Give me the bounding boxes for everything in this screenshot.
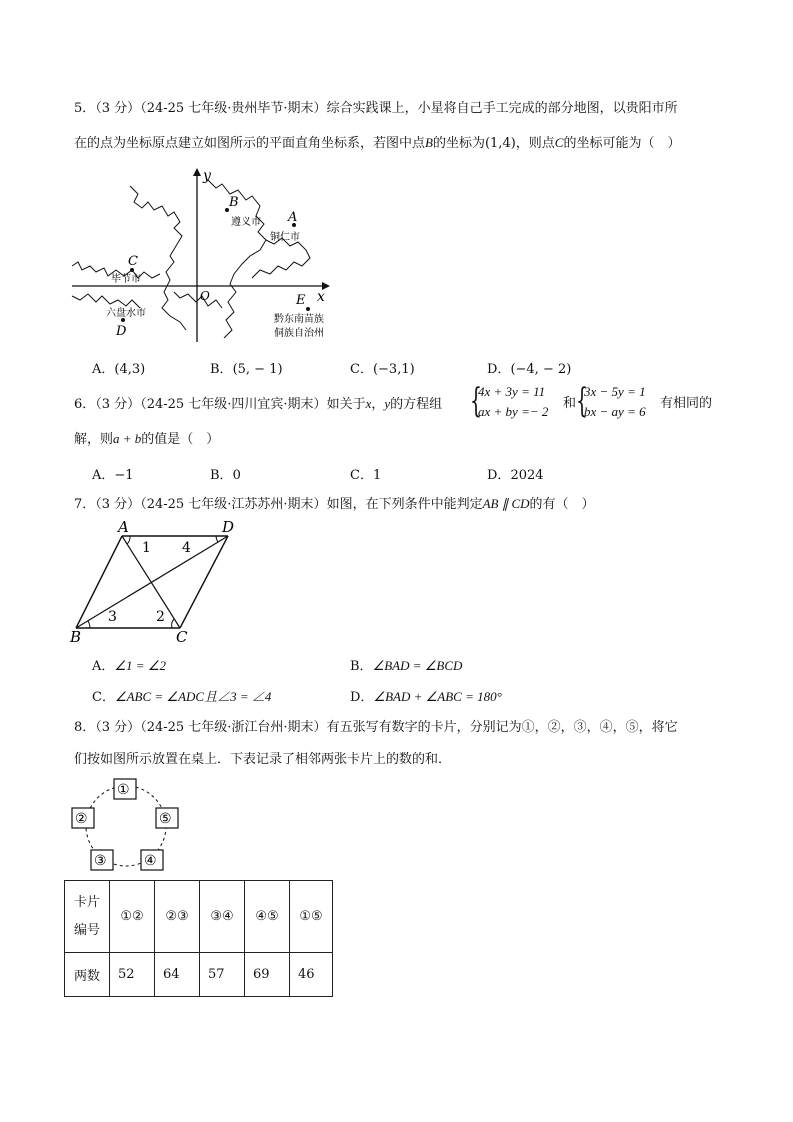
q8-source: （24-25 七年级·浙江台州·期末） [140, 720, 327, 735]
map-city-tongren: 铜仁市 [270, 232, 300, 243]
q5-var-c: C [554, 135, 564, 150]
q8-line-1 [74, 719, 678, 737]
vertex-b-label: B [70, 628, 82, 644]
map-origin-label: O [200, 289, 210, 303]
q6-var-x: x [365, 396, 372, 411]
q8-sum-table [64, 880, 333, 997]
table-header-row [65, 881, 333, 953]
card-4-label: ④ [144, 853, 157, 869]
q8-text-a: 有五张写有数字的卡片，分别记为①，②，③，④，⑤，将它 [326, 720, 678, 735]
map-city-qdn-1: 黔东南苗族 [274, 314, 324, 325]
q6-option-c[interactable]: C．1 [350, 468, 382, 483]
q6-option-d[interactable]: D．2024 [487, 468, 544, 483]
q5-text-b1: 在的点为坐标原点建立如图所示的平面直角坐标系，若图中点 [74, 136, 426, 151]
table-row-label: 两数 [65, 953, 110, 997]
table-col-45: ④⑤ [245, 881, 290, 953]
card-1-label: ① [117, 782, 130, 798]
map-label-c: C [128, 254, 138, 269]
q6-and: 和 [563, 396, 577, 411]
q6-score: （3 分） [95, 397, 141, 412]
q5-option-d[interactable]: D．(−4, − 2) [487, 362, 572, 377]
map-label-b: B [229, 195, 239, 210]
q8-number: 8． [74, 720, 96, 735]
q7-source: （24-25 七年级·江苏苏州·期末） [140, 497, 327, 512]
q6-source: （24-25 七年级·四川宜宾·期末） [140, 397, 327, 412]
q5-text-a: 综合实践课上，小星将自己手工完成的部分地图，以贵阳市所 [326, 101, 678, 116]
q5-text-b3: 的坐标可能为（ ） [563, 136, 681, 151]
table-value-23: 64 [155, 953, 200, 997]
map-border-liupanshui [72, 294, 140, 308]
q6-system2-eq1: 3x − 5y = 1 [584, 384, 646, 399]
q8-line-2: 们按如图所示放置在桌上．下表记录了相邻两张卡片上的数的和． [74, 752, 452, 767]
q6-option-b[interactable]: B．0 [210, 468, 241, 483]
q6-var-y: y [384, 396, 391, 411]
q6-system1-eq1: 4x + 3y = 11 [478, 384, 546, 399]
card-2-label: ② [75, 811, 88, 827]
map-border-south [174, 292, 222, 308]
table-value-34: 57 [200, 953, 245, 997]
map-label-e: E [296, 293, 306, 308]
angle-3-label: 3 [108, 609, 117, 625]
q7-option-a[interactable]: A．∠1 = ∠2 [92, 658, 166, 674]
q5-option-a[interactable]: A．(4,3) [92, 362, 146, 377]
table-col-23: ②③ [155, 881, 200, 953]
q6-system1-eq2: ax + by =− 2 [478, 404, 549, 419]
q7-parallelogram-figure [66, 518, 246, 644]
q8-card-figure [66, 776, 186, 876]
q5-var-b: B [425, 135, 433, 150]
q6-text-a: 如关于 [326, 397, 366, 412]
q6-option-a[interactable]: A．−1 [92, 468, 134, 483]
table-col-12: ①② [110, 881, 155, 953]
angle-4-label: 4 [182, 540, 191, 556]
q7-line-1 [74, 495, 595, 514]
angle-2-label: 2 [156, 609, 165, 625]
q7-option-c[interactable]: C．∠ABC = ∠ADC且∠3 = ∠4 [92, 689, 272, 705]
q6-line-1a: 6．（3 分）（24-25 七年级·四川宜宾·期末）如关于x，y的方程组 [74, 396, 443, 412]
q7-text-a: 如图，在下列条件中能判定 [326, 497, 483, 512]
vertex-c-label: C [176, 628, 188, 644]
q6-system2-eq2: bx − ay = 6 [584, 404, 646, 419]
q5-source: （24-25 七年级·贵州毕节·期末） [140, 101, 327, 116]
map-city-qdn-2: 侗族自治州 [274, 328, 324, 339]
map-label-d: D [116, 324, 127, 339]
q7-score: （3 分） [95, 497, 141, 512]
card-5-label: ⑤ [159, 811, 172, 827]
map-city-zunyi: 遵义市 [231, 217, 261, 228]
q7-option-d[interactable]: D．∠BAD + ∠ABC = 180° [350, 689, 502, 705]
q6-number: 6． [74, 397, 96, 412]
q5-number: 5． [74, 101, 96, 116]
table-value-12: 52 [110, 953, 155, 997]
table-header-label: 卡片 编号 [65, 881, 110, 953]
table-col-34: ③④ [200, 881, 245, 953]
vertex-a-label: A [118, 518, 129, 536]
q6-line-2: 解，则a + b的值是（ ） [74, 431, 220, 447]
map-city-liupanshui: 六盘水市 [106, 308, 146, 319]
table-value-45: 69 [245, 953, 290, 997]
angle-1-arc [127, 536, 130, 544]
map-city-bijie: 毕节市 [111, 274, 141, 285]
map-axis-y-label: y [203, 168, 211, 184]
angle-4-arc [216, 536, 218, 542]
q5-text-b2: 的坐标为(1,4)，则点 [432, 136, 555, 151]
q6-text-c: 有相同的 [660, 396, 713, 411]
q7-option-b[interactable]: B．∠BAD = ∠BCD [350, 658, 463, 674]
q7-text-b: 的有（ ） [529, 497, 595, 512]
q6-system2-brace-icon: { [576, 381, 588, 421]
q5-option-c[interactable]: C．(−3,1) [350, 362, 415, 377]
card-3-label: ③ [94, 853, 107, 869]
q6-text-b: 的方程组 [390, 397, 443, 412]
q5-line-1 [74, 100, 678, 118]
table-col-15: ①⑤ [290, 881, 333, 953]
map-label-a: A [288, 210, 298, 225]
map-y-arrow-icon [193, 168, 201, 176]
q7-expr: AB ∥ CD [482, 496, 530, 511]
map-border-tongren [252, 238, 310, 278]
q5-score: （3 分） [95, 101, 141, 116]
q5-line-2 [74, 134, 680, 153]
q8-score: （3 分） [95, 720, 141, 735]
table-value-row [65, 953, 333, 997]
q5-option-b[interactable]: B．(5, − 1) [210, 362, 283, 377]
vertex-d-label: D [222, 518, 235, 536]
q5-map-figure [70, 166, 340, 346]
angle-3-arc [88, 621, 90, 628]
q6-expr: a + b [113, 431, 142, 446]
q6-system1-brace-icon: { [470, 381, 482, 421]
angle-2-arc [172, 619, 174, 628]
table-value-15: 46 [290, 953, 333, 997]
map-axis-x-label: x [317, 289, 325, 305]
angle-1-label: 1 [142, 540, 151, 556]
q7-number: 7． [74, 497, 96, 512]
map-dot-e [306, 307, 310, 311]
